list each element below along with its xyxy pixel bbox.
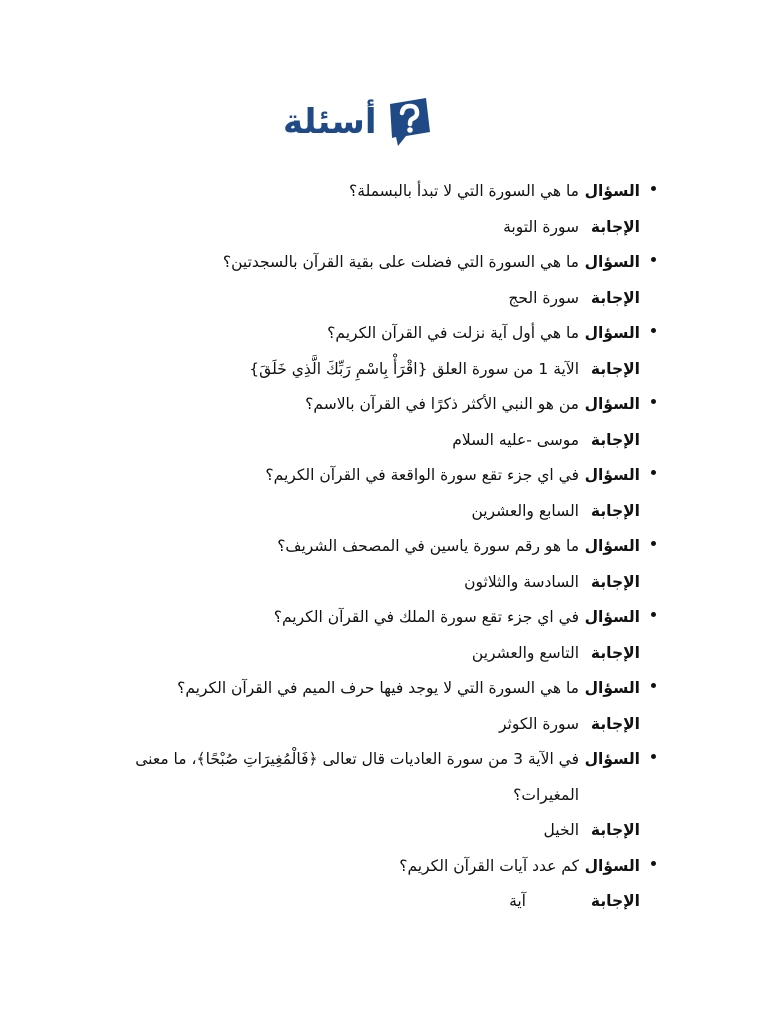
answer-text: السادسة والثلاثون	[464, 572, 579, 591]
answer-text: الخيل	[543, 821, 579, 839]
question-label: السؤال	[584, 537, 640, 555]
question-text: ما هي السورة التي فضلت على بقية القرآن بالسجدتين؟	[222, 253, 579, 271]
qa-item	[120, 316, 640, 387]
answer-text: الآية 1 من سورة العلق {اقْرَأْ بِاسْمِ رَبِّكَ الَّذِي خَلَقَ}	[249, 359, 579, 378]
bullet-icon	[651, 683, 656, 688]
question-label: السؤال	[584, 608, 640, 626]
question-text: في الآية 3 من سورة العاديات قال تعالى ﴿فَالْمُغِيرَاتِ صُبْحًا﴾، ما معنى المغيرات؟	[135, 750, 579, 804]
answer-label: الإجابة	[590, 643, 640, 662]
question-label: السؤال	[584, 253, 640, 271]
answer-line	[120, 636, 640, 672]
question-line	[120, 387, 640, 423]
qa-item	[120, 742, 640, 849]
question-line	[120, 316, 640, 352]
answer-text: آية	[509, 892, 526, 910]
answer-text: السابع والعشرين	[471, 501, 579, 520]
page-header	[283, 96, 447, 148]
question-line	[120, 849, 640, 885]
qa-item	[120, 245, 640, 316]
answer-line	[120, 884, 640, 920]
answer-label: الإجابة	[590, 572, 640, 591]
question-text: في اي جزء تقع سورة الملك في القرآن الكريم؟	[273, 608, 579, 626]
question-bubble-icon	[384, 96, 432, 148]
bullet-icon	[651, 612, 656, 617]
question-label: السؤال	[584, 856, 640, 875]
qa-item	[120, 387, 640, 458]
answer-label: الإجابة	[590, 359, 640, 378]
answer-label: الإجابة	[590, 821, 640, 839]
question-label: السؤال	[584, 466, 640, 484]
bullet-icon	[651, 861, 656, 866]
answer-text: التاسع والعشرين	[471, 643, 579, 662]
bullet-icon	[651, 257, 656, 262]
answer-label: الإجابة	[590, 430, 640, 449]
answer-text: سورة الحج	[508, 288, 579, 307]
question-text: من هو النبي الأكثر ذكرًا في القرآن بالاسم؟	[305, 395, 579, 413]
answer-label: الإجابة	[590, 501, 640, 520]
answer-text: سورة الكوثر	[499, 714, 579, 733]
question-text: ما هي السورة التي لا يوجد فيها حرف الميم في القرآن الكريم؟	[177, 679, 579, 697]
question-line	[120, 245, 640, 281]
answer-line	[120, 565, 640, 601]
question-line	[120, 600, 640, 636]
answer-label: الإجابة	[590, 714, 640, 733]
question-text: كم عدد آيات القرآن الكريم؟	[399, 856, 579, 875]
bullet-icon	[651, 328, 656, 333]
question-line	[120, 529, 640, 565]
qa-item	[120, 671, 640, 742]
answer-line	[120, 423, 640, 459]
qa-item	[120, 458, 640, 529]
question-label: السؤال	[584, 182, 640, 200]
bullet-icon	[651, 470, 656, 475]
answer-line	[120, 707, 640, 743]
question-label: السؤال	[584, 395, 640, 413]
qa-item	[120, 174, 640, 245]
question-label: السؤال	[584, 679, 640, 697]
bullet-icon	[651, 399, 656, 404]
answer-line	[120, 494, 640, 530]
question-text: ما هي السورة التي لا تبدأ بالبسملة؟	[349, 182, 579, 200]
bullet-icon	[651, 754, 656, 759]
answer-line	[120, 352, 640, 388]
qa-item	[120, 849, 640, 920]
question-label: السؤال	[584, 324, 640, 342]
question-line	[120, 742, 640, 813]
question-text: في اي جزء تقع سورة الواقعة في القرآن الكريم؟	[265, 466, 579, 484]
page-title: أسئلة	[283, 102, 377, 142]
question-text: ما هو رقم سورة ياسين في المصحف الشريف؟	[277, 537, 579, 555]
qa-item	[120, 529, 640, 600]
question-label: السؤال	[584, 750, 640, 768]
answer-text: موسى -عليه السلام	[452, 430, 579, 449]
question-text: ما هي أول آية نزلت في القرآن الكريم؟	[327, 324, 579, 342]
answer-label: الإجابة	[590, 217, 640, 236]
bullet-icon	[651, 186, 656, 191]
qa-list	[120, 174, 640, 920]
answer-label: الإجابة	[590, 892, 640, 910]
qa-item	[120, 600, 640, 671]
bullet-icon	[651, 541, 656, 546]
answer-line	[120, 210, 640, 246]
question-line	[120, 458, 640, 494]
question-line	[120, 174, 640, 210]
answer-line	[120, 281, 640, 317]
question-line	[120, 671, 640, 707]
answer-text: سورة التوبة	[503, 217, 579, 236]
answer-label: الإجابة	[590, 288, 640, 307]
answer-line	[120, 813, 640, 849]
